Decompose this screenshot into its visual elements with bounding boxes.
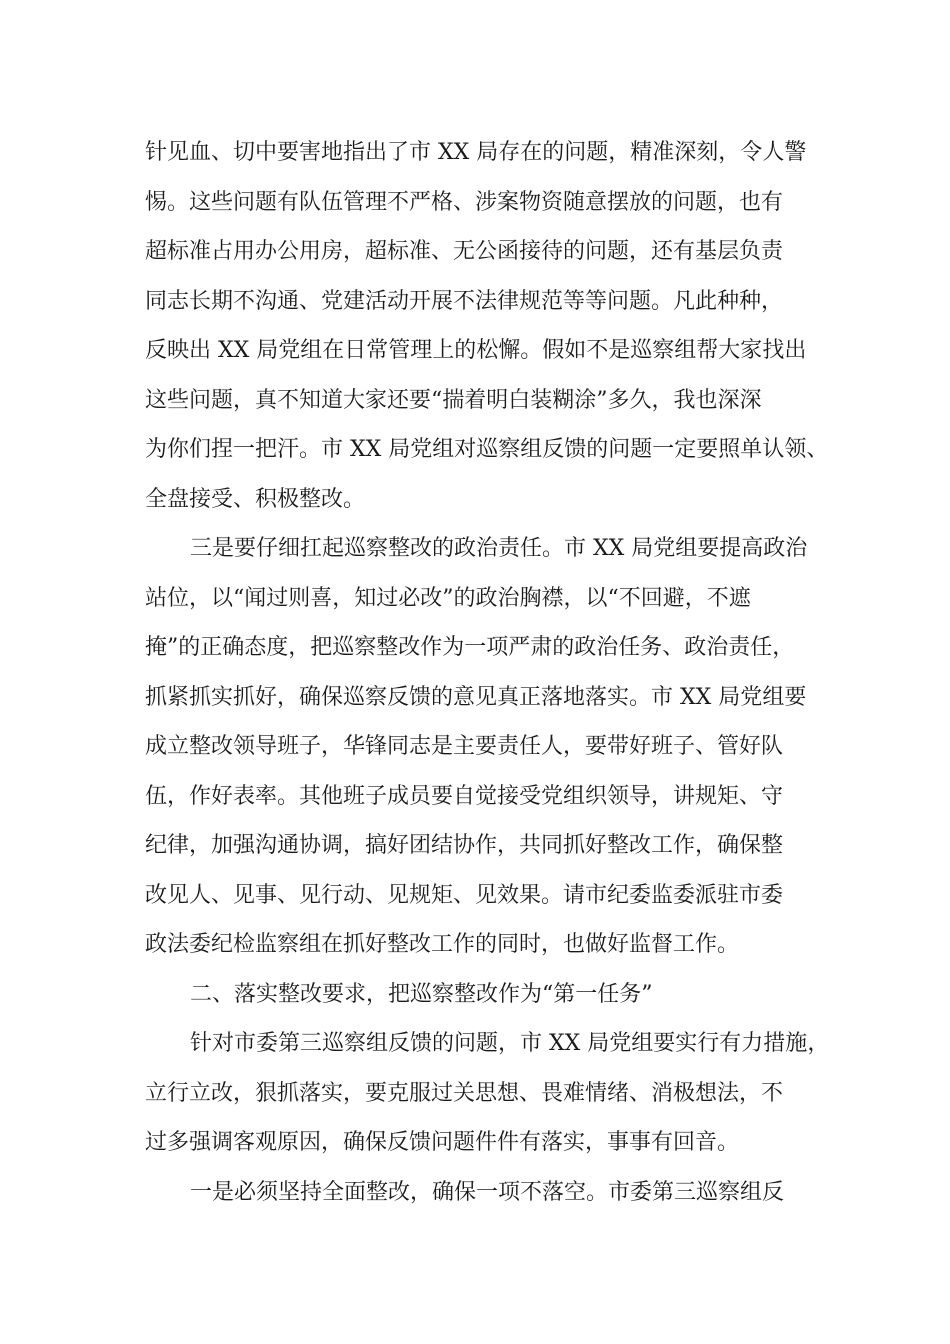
text-line: 掩”的正确态度，把巡察整改作为一项严肃的政治任务、政治责任，	[145, 635, 795, 660]
text-line: 抓紧抓实抓好，确保巡察反馈的意见真正落地落实。市 XX 局党组要	[145, 684, 807, 710]
paragraph-p4	[145, 1019, 830, 1168]
paragraph-p5	[145, 1168, 817, 1218]
text-line: 超标准占用办公用房，超标准、无公函接待的问题，还有基层负责	[145, 239, 784, 264]
text-line: 站位，以“闻过则喜，知过必改”的政治胸襟，以“不回避，不遮	[145, 585, 751, 611]
text-line: 成立整改领导班子，华锋同志是主要责任人，要带好班子、管好队	[145, 734, 784, 759]
text-line: 针对市委第三巡察组反馈的问题，市 XX 局党组要实行有力措施，	[190, 1031, 830, 1056]
text-line: 惕。这些问题有队伍管理不严格、涉案物资随意摆放的问题，也有	[145, 189, 784, 215]
text-line: 三是要仔细扛起巡察整改的政治责任。市 XX 局党组要提高政治	[190, 536, 808, 561]
text-line: 针见血、切中要害地指出了市 XX 局存在的问题，精准深刻，令人警	[145, 140, 807, 165]
text-line: 立行立改，狠抓落实，要克服过关思想、畏难情绪、消极想法，不	[145, 1080, 784, 1106]
text-line: 这些问题，真不知道大家还要“揣着明白装糊涂”多久，我也深深	[145, 387, 762, 413]
text-line: 二、落实整改要求，把巡察整改作为“第一任务”	[190, 981, 653, 1007]
text-line: 政法委纪检监察组在抓好整改工作的同时，也做好监督工作。	[145, 932, 740, 957]
document-body	[145, 128, 830, 1217]
text-line: 为你们捏一把汗。市 XX 局党组对巡察组反馈的问题一定要照单认领、	[145, 437, 829, 462]
paragraph-p2	[145, 524, 817, 970]
text-line: 改见人、见事、见行动、见规矩、见效果。请市纪委监委派驻市委	[145, 882, 784, 908]
text-line: 纪律，加强沟通协调，搞好团结协作，共同抓好整改工作，确保整	[145, 833, 784, 858]
text-line: 全盘接受、积极整改。	[145, 486, 366, 512]
paragraph-p3	[145, 970, 817, 1020]
text-line: 伍，作好表率。其他班子成员要自觉接受党组织领导，讲规矩、守	[145, 783, 784, 809]
paragraph-p1	[145, 128, 829, 524]
text-line: 反映出 XX 局党组在日常管理上的松懈。假如不是巡察组帮大家找出	[145, 338, 807, 363]
text-line: 过多强调客观原因，确保反馈问题件件有落实，事事有回音。	[145, 1130, 740, 1155]
text-line: 一是必须坚持全面整改，确保一项不落空。市委第三巡察组反	[190, 1179, 785, 1205]
text-line: 同志长期不沟通、党建活动开展不法律规范等等问题。凡此种种，	[145, 288, 784, 314]
